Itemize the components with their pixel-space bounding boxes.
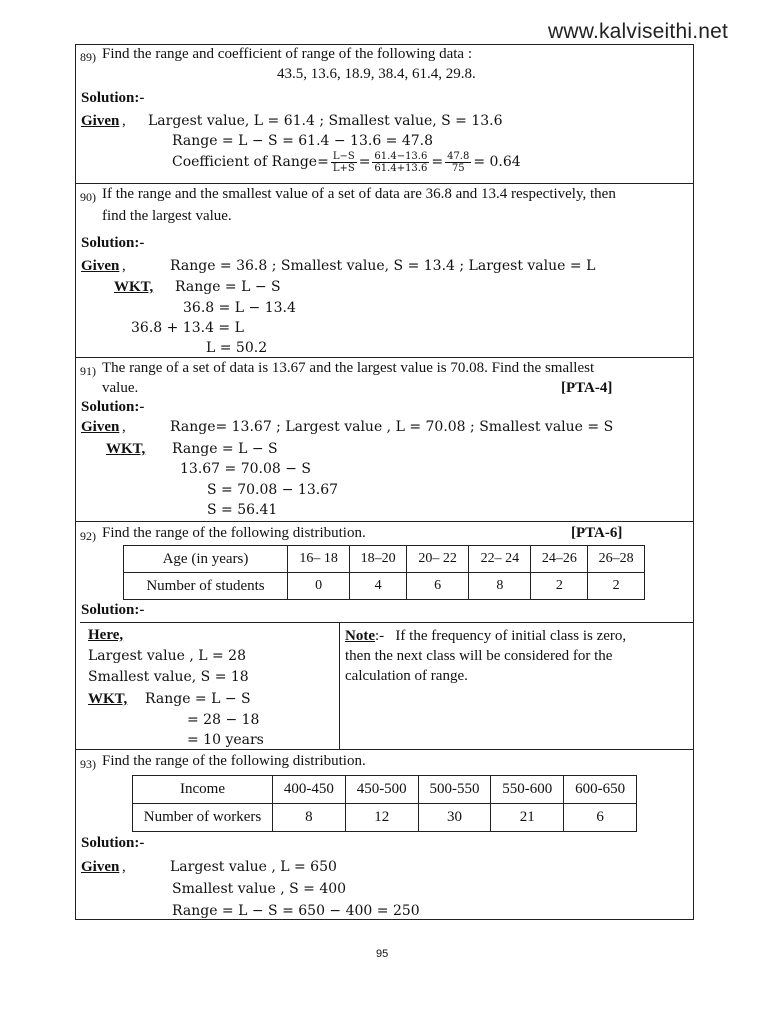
q90-solution-label: Solution:-	[81, 235, 145, 251]
freq-cell: 2	[531, 573, 588, 600]
q91-text-line1: The range of a set of data is 13.67 and the largest value is 70.08. Find the smallest	[102, 360, 595, 376]
q92-tag: [PTA-6]	[571, 525, 623, 541]
page-number: 95	[376, 948, 389, 960]
fraction-1	[331, 151, 357, 174]
f2-num: 61.4−13.6	[374, 150, 428, 162]
f2-den: 61.4+13.6	[374, 162, 428, 174]
q89-coef-label: Coefficient of Range=	[172, 154, 329, 170]
class-cell: 26–28	[588, 546, 645, 573]
table-row-header: Number of workers	[133, 804, 273, 832]
table-row-header: Age (in years)	[124, 546, 288, 573]
q89-given-label: Given	[81, 113, 120, 129]
age-distribution-table	[123, 545, 645, 600]
divider-90-91	[75, 357, 694, 358]
q91-given-label: Given	[81, 419, 120, 435]
class-cell: 24–26	[531, 546, 588, 573]
q92-text: Find the range of the following distribution.	[102, 525, 366, 541]
fraction-3	[445, 151, 471, 174]
q91-given-line: Range= 13.67 ; Largest value , L = 70.08 ; Smallest value = S	[170, 419, 614, 435]
q91-step-4: S = 56.41	[207, 502, 278, 518]
watermark: www.kalviseithi.net	[548, 20, 729, 43]
class-cell: 400-450	[273, 776, 346, 804]
freq-cell: 2	[588, 573, 645, 600]
fraction-2	[372, 151, 429, 174]
class-cell: 600-650	[564, 776, 637, 804]
q92-largest: Largest value , L = 28	[88, 648, 246, 664]
q90-step-1: Range = L − S	[175, 279, 281, 295]
divider-92-93	[75, 749, 694, 750]
q90-step-2: 36.8 = L − 13.4	[183, 300, 296, 316]
q90-text-line2: find the largest value.	[102, 208, 232, 224]
q89-given-line: Largest value, L = 61.4 ; Smallest value, S = 13.6	[148, 113, 503, 129]
q92-wkt-label: WKT,	[88, 691, 128, 707]
q89-text: Find the range and coefficient of range of the following data :	[102, 46, 473, 62]
note-label: Note	[345, 628, 375, 644]
q89-coef-result: = 0.64	[473, 154, 521, 170]
freq-cell: 0	[288, 573, 350, 600]
class-cell: 500-550	[418, 776, 491, 804]
freq-cell: 6	[406, 573, 468, 600]
q92-smallest: Smallest value, S = 18	[88, 669, 249, 685]
q91-text-line2: value.	[102, 380, 139, 396]
class-cell: 22– 24	[469, 546, 531, 573]
comma: ,	[122, 419, 126, 435]
q93-line-1: Largest value , L = 650	[170, 859, 337, 875]
q89-coefficient-line: Coefficient of Range= $\frac{L-S}{L+S}$ = $\frac{61.4-13.6}{61.4+13.6}$ = $\frac{47.8}{75}$ = 0.64	[172, 150, 521, 174]
q89-data: 43.5, 13.6, 18.9, 38.4, 61.4, 29.8.	[277, 66, 476, 82]
q90-given-label: Given	[81, 258, 120, 274]
q92-solution-label: Solution:-	[81, 602, 145, 618]
divider-89-90	[75, 183, 694, 184]
q90-step-3: 36.8 + 13.4 = L	[131, 320, 244, 336]
q91-step-2: 13.67 = 70.08 − S	[180, 461, 312, 477]
q92-column-divider	[339, 622, 340, 750]
income-distribution-table	[132, 775, 637, 832]
class-cell: 18–20	[350, 546, 407, 573]
note-line-2: then the next class will be considered for the	[345, 648, 613, 664]
q91-tag: [PTA-4]	[561, 380, 613, 396]
q90-text-line1: If the range and the smallest value of a set of data are 36.8 and 13.4 respectively, then	[102, 186, 616, 202]
q89-solution-label: Solution:-	[81, 90, 145, 106]
q90-step-4: L = 50.2	[206, 340, 268, 356]
q89-number: 89)	[80, 50, 96, 64]
q91-solution-label: Solution:-	[81, 399, 145, 415]
q90-number: 90)	[80, 190, 96, 204]
f3-den: 75	[451, 162, 465, 174]
table-row-header: Income	[133, 776, 273, 804]
q92-here-label: Here,	[88, 627, 124, 643]
class-cell: 450-500	[345, 776, 418, 804]
freq-cell: 12	[345, 804, 418, 832]
note-line-3: calculation of range.	[345, 668, 468, 684]
class-cell: 16– 18	[288, 546, 350, 573]
table-row	[133, 804, 637, 832]
comma: ,	[122, 859, 126, 875]
f3-num: 47.8	[447, 150, 470, 162]
q92-solution-top-rule	[80, 622, 694, 623]
class-cell: 550-600	[491, 776, 564, 804]
q93-number: 93)	[80, 757, 96, 771]
freq-cell: 4	[350, 573, 407, 600]
divider-91-92	[75, 521, 694, 522]
q93-text: Find the range of the following distribution.	[102, 753, 366, 769]
q91-step-3: S = 70.08 − 13.67	[207, 482, 339, 498]
f1-num: L−S	[332, 150, 355, 162]
q92-step-1: Range = L − S	[145, 691, 251, 707]
table-row	[133, 776, 637, 804]
q93-line-3: Range = L − S = 650 − 400 = 250	[172, 903, 420, 919]
q93-given-label: Given	[81, 859, 120, 875]
class-cell: 20– 22	[406, 546, 468, 573]
freq-cell: 6	[564, 804, 637, 832]
q92-number: 92)	[80, 529, 96, 543]
note-colon: :-	[375, 628, 396, 644]
comma: ,	[122, 113, 126, 129]
freq-cell: 21	[491, 804, 564, 832]
comma: ,	[122, 258, 126, 274]
q90-wkt-label: WKT,	[114, 279, 154, 295]
q92-step-3: = 10 years	[187, 732, 264, 748]
q90-given-line: Range = 36.8 ; Smallest value, S = 13.4 ; Largest value = L	[170, 258, 596, 274]
q92-note	[345, 626, 675, 686]
freq-cell: 30	[418, 804, 491, 832]
q91-number: 91)	[80, 364, 96, 378]
q93-line-2: Smallest value , S = 400	[172, 881, 347, 897]
table-row	[124, 573, 645, 600]
q93-solution-label: Solution:-	[81, 835, 145, 851]
freq-cell: 8	[273, 804, 346, 832]
table-row-header: Number of students	[124, 573, 288, 600]
q91-wkt-label: WKT,	[106, 441, 146, 457]
q91-step-1: Range = L − S	[172, 441, 278, 457]
f1-den: L+S	[332, 162, 355, 174]
q92-step-2: = 28 − 18	[187, 712, 260, 728]
note-line-1: If the frequency of initial class is zero,	[395, 628, 627, 644]
table-row	[124, 546, 645, 573]
freq-cell: 8	[469, 573, 531, 600]
q89-range-line: Range = L − S = 61.4 − 13.6 = 47.8	[172, 133, 434, 149]
